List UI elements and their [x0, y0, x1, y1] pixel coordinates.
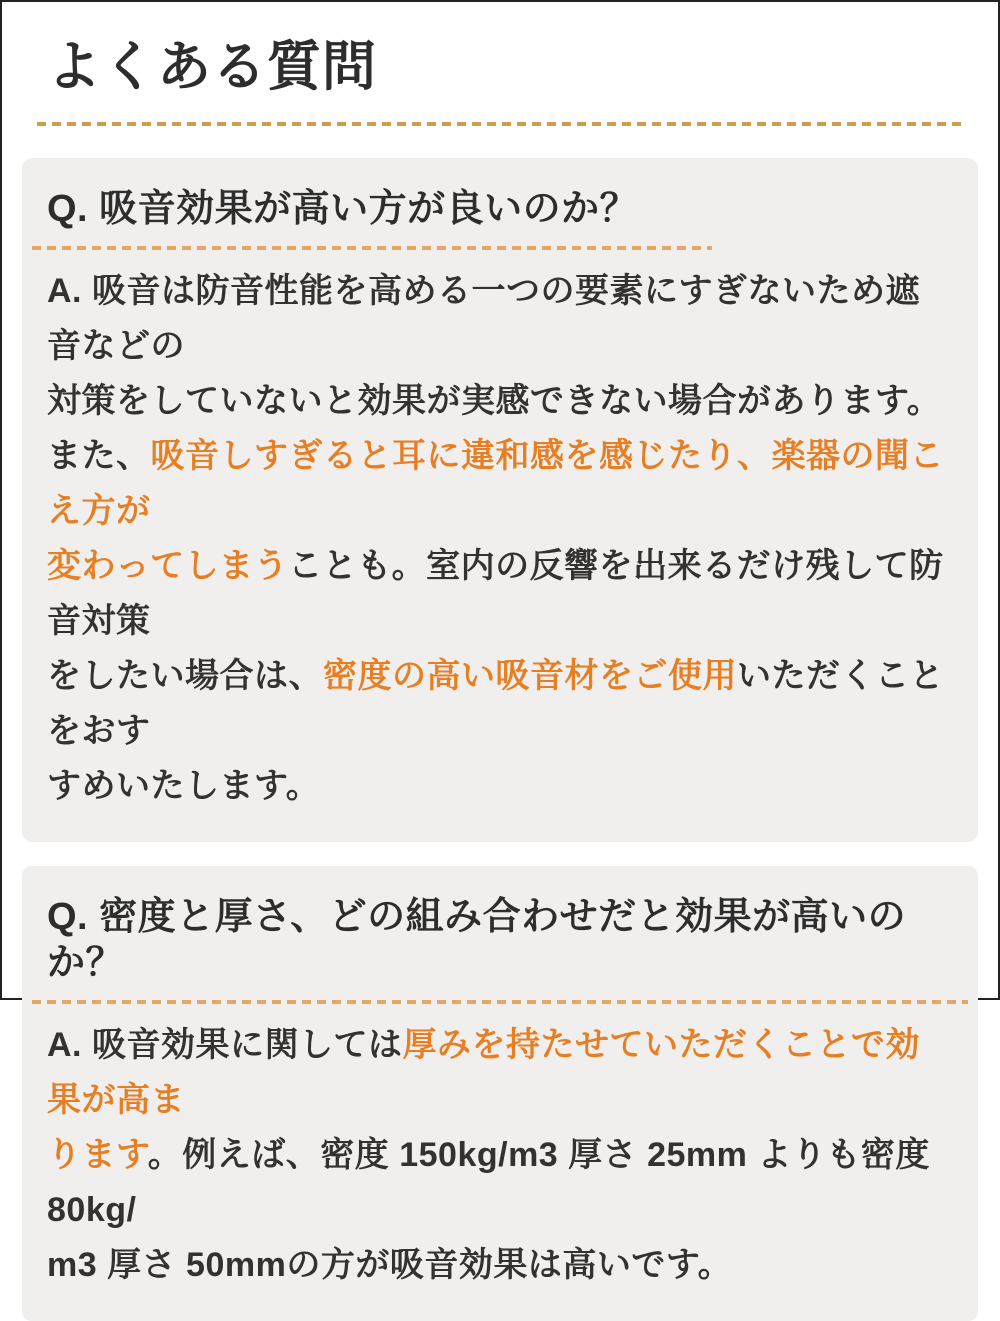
- question-divider-1: [32, 246, 712, 250]
- answer-line: [47, 1238, 953, 1293]
- faq-card-2: [22, 866, 978, 1321]
- answer-segment: また、: [47, 437, 151, 476]
- question-divider-2: [32, 1000, 968, 1004]
- answer-segment: 対策をしていないと効果が実感できない場合があります。: [47, 382, 942, 421]
- answer-line: [47, 374, 953, 429]
- answer-line: [47, 649, 953, 759]
- answer-line: [47, 1128, 953, 1238]
- answer-segment: ことも。室内の反響を出来るだけ残して防音対策: [47, 547, 944, 641]
- answer-segment: A. 吸音は防音性能を高める一つの要素にすぎないため遮音などの: [47, 272, 920, 366]
- faq-page: [2, 36, 998, 1285]
- faq-card-1: [22, 158, 978, 842]
- answer-segment: m3 厚さ 50mmの方が吸音効果は高いです。: [47, 1246, 733, 1285]
- answer-line: [47, 429, 953, 539]
- answer-segment: いただくことをおす: [47, 657, 944, 751]
- answer-segment: をしたい場合は、: [47, 657, 323, 696]
- answer-segment: A. 吸音効果に関しては: [47, 1026, 403, 1065]
- answer-segment-highlight: 密度の高い吸音材をご使用: [323, 657, 737, 696]
- faq-question-1: Q. 吸音効果が高い方が良いのか？: [47, 188, 639, 231]
- faq-answer-1: [47, 264, 953, 814]
- title-divider: [37, 122, 963, 126]
- answer-line: [47, 759, 953, 814]
- answer-segment: 。例えば、密度 150kg/m3 厚さ 25mm よりも密度 80kg/: [47, 1136, 930, 1230]
- answer-line: [47, 539, 953, 649]
- answer-segment-highlight: ります: [47, 1136, 148, 1175]
- faq-question-2: Q. 密度と厚さ、どの組み合わせだと効果が高いのか？: [47, 896, 907, 985]
- answer-segment-highlight: 変わってしまう: [47, 547, 289, 586]
- faq-answer-2: [47, 1018, 953, 1293]
- answer-line: [47, 264, 953, 374]
- page-title: よくある質問: [47, 37, 377, 97]
- answer-segment-highlight: 厚みを持たせていただくことで効果が高ま: [47, 1026, 920, 1120]
- answer-segment-highlight: 吸音しすぎると耳に違和感を感じたり、楽器の聞こえ方が: [47, 437, 944, 531]
- answer-segment: すめいたします。: [47, 767, 321, 806]
- answer-line: [47, 1018, 953, 1128]
